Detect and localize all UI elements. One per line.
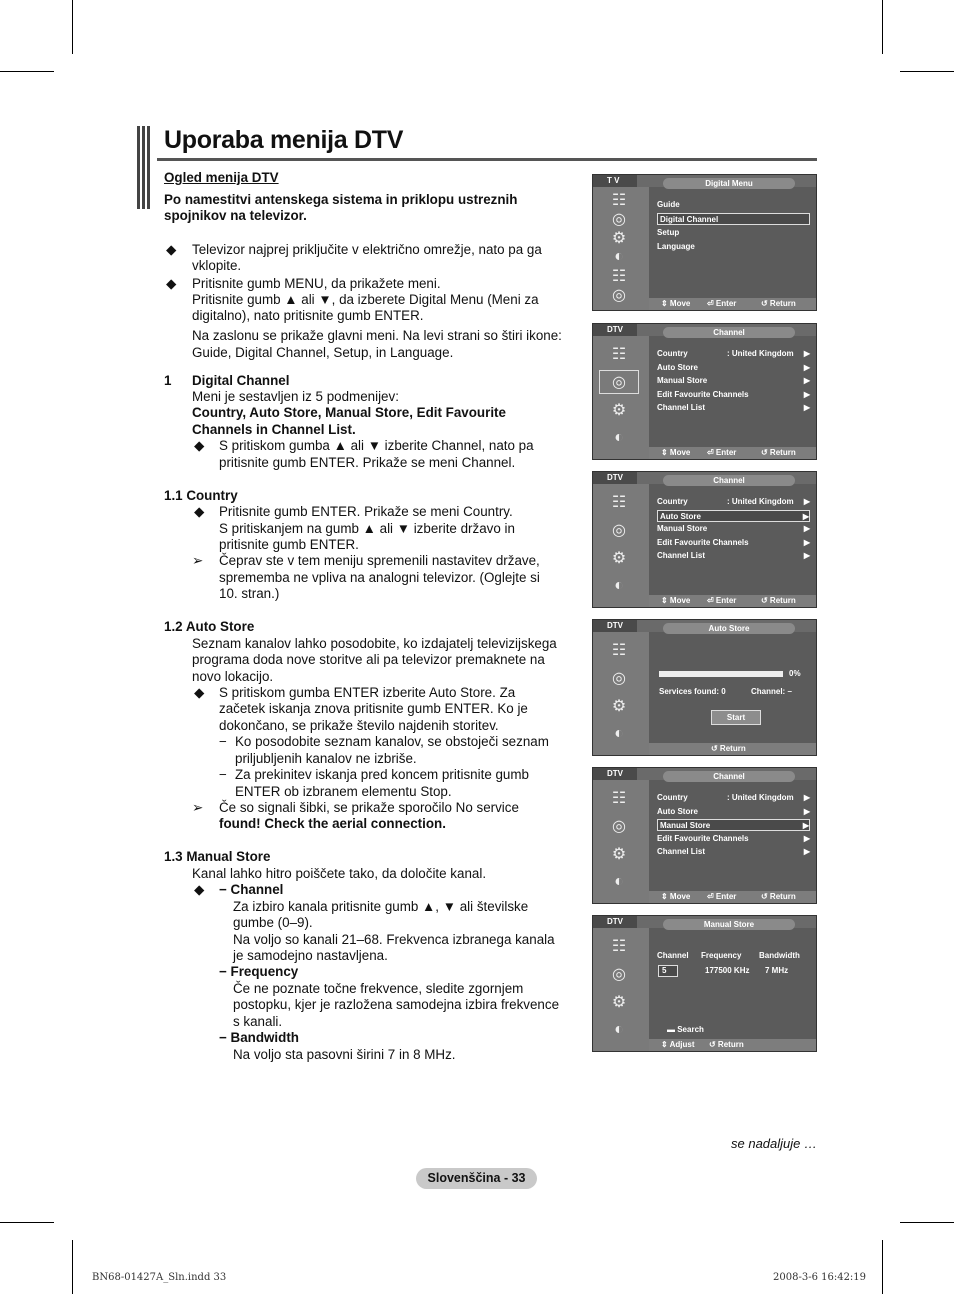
crop-mark (0, 1222, 54, 1223)
screen-tab-label: DTV (593, 472, 637, 484)
menu-icon: ◐ (614, 429, 624, 446)
screen-row-value: : United Kingdom (727, 349, 794, 358)
screen-main-area (649, 928, 816, 1039)
body-line: ◆ (194, 882, 205, 897)
body-line: Kanal lahko hitro poiščete tako, da določite kanal. (192, 866, 487, 881)
screen-row-value: : United Kingdom (727, 497, 794, 506)
screen-header: Channel (663, 475, 795, 486)
chevron-right-icon: ▶ (803, 497, 810, 506)
chevron-right-icon: ▶ (803, 524, 810, 533)
body-line: S pritiskom gumba ENTER izberite Auto Store. Za (219, 685, 516, 700)
page-title-bar (137, 126, 817, 162)
screen-row-label: Channel List (657, 551, 706, 560)
progress-bar (659, 671, 783, 677)
footer-hint-enter: ⏎ Enter (707, 448, 737, 457)
screen-row-label: Edit Favourite Channels (657, 537, 749, 547)
chevron-right-icon: ▶ (803, 551, 810, 560)
body-line: ENTER ob izbranem elementu Stop. (235, 784, 452, 799)
screen-menu-row (657, 550, 810, 562)
screen-header: Digital Menu (663, 178, 795, 189)
frequency-value: 177500 KHz (705, 966, 750, 975)
tv-screen (592, 767, 817, 904)
body-line: pritisnite gumb ENTER. Prikaže se meni Channel. (219, 455, 516, 470)
body-line: − (219, 767, 227, 782)
screen-tab-label: DTV (593, 620, 637, 632)
screen-footer (649, 298, 816, 310)
chevron-right-icon: ▶ (803, 833, 810, 843)
crop-mark (882, 0, 883, 54)
screen-footer (649, 891, 816, 903)
menu-icon: ☷ (611, 938, 627, 955)
body-line: začetek iskanja znova pritisnite gumb ENTER. Ko je (219, 701, 528, 716)
chevron-right-icon: ▶ (802, 511, 809, 521)
screen-sidebar (593, 336, 649, 459)
body-line: Channels in Channel List. (192, 422, 356, 437)
footer-hint-move: ⇕ Move (661, 892, 691, 901)
body-line: novo lokacijo. (192, 669, 274, 684)
body-line: gumbe (0–9). (233, 915, 313, 930)
screen-row-label: Manual Store (657, 524, 708, 533)
screen-menu-row (657, 846, 810, 858)
channel-indicator: Channel: – (751, 687, 792, 696)
footer-hint-return: ↺ Return (761, 892, 796, 901)
continued-note: se nadaljuje … (731, 1136, 817, 1151)
footer-hint-move: ⇕ Move (661, 299, 691, 308)
body-line: Seznam kanalov lahko posodobite, ko izdajatelj televizijskega (192, 636, 557, 651)
body-line: Pritisnite gumb ENTER. Prikaže se meni Country. (219, 504, 513, 519)
screen-sidebar (593, 187, 649, 310)
body-line: ◆ (194, 438, 205, 453)
menu-icon: ⚙ (611, 846, 627, 863)
menu-icon: ◐ (614, 1021, 624, 1038)
body-line: s kanali. (233, 1014, 283, 1029)
screen-menu-row (657, 199, 810, 211)
menu-icon: ◎ (612, 210, 626, 228)
instruction-line: Guide, Digital Channel, Setup, in Language. (192, 345, 454, 360)
body-line: ➢ (192, 553, 204, 568)
screen-row-label: Language (657, 242, 695, 251)
body-line: programa doda nove storitve ali pa televizor premaknete na (192, 652, 545, 667)
body-line: Če ne poznate točne frekvence, sledite zgornjem (233, 981, 524, 996)
body-line: − (219, 734, 227, 749)
intro-line-1: Po namestitvi antenskega sistema in priklopu ustreznih (164, 192, 518, 207)
page-title: Uporaba menija DTV (164, 126, 404, 154)
screen-row-label: Channel List (657, 847, 706, 856)
instruction-line: Na zaslonu se prikaže glavni meni. Na levi strani so štiri ikone: (192, 328, 562, 343)
footer-hint-enter: ⏎ Enter (707, 596, 737, 605)
print-footer-date: 2008-3-6 16:42:19 (773, 1272, 867, 1283)
screen-row-label: Channel List (657, 403, 706, 412)
tv-screen (592, 471, 817, 608)
body-line: ◆ (194, 685, 205, 700)
screen-row-label: Setup (657, 228, 680, 237)
footer-hint-return: ↺ Return (711, 744, 746, 753)
crop-mark (72, 1240, 73, 1294)
body-line: Meni je sestavljen iz 5 podmenijev: (192, 389, 399, 404)
body-line: je samodejno nastavljena. (233, 948, 388, 963)
screen-footer (649, 447, 816, 459)
screen-sidebar (593, 928, 649, 1051)
body-line: Če so signali šibki, se prikaže sporočilo No service (219, 800, 519, 815)
chevron-right-icon: ▶ (803, 349, 810, 358)
screen-row-label: Digital Channel (660, 215, 719, 224)
footer-hint-move: ⇕ Move (661, 596, 691, 605)
screen-menu-row (657, 792, 810, 804)
menu-icon: ◐ (614, 873, 624, 890)
menu-icon: ⚙ (611, 994, 627, 1011)
crop-mark (72, 0, 73, 54)
body-line: S pritiskanjem na gumb ▲ ali ▼ izberite državo in (219, 521, 515, 536)
chevron-right-icon: ▶ (803, 362, 810, 372)
footer-hint-adjust: ⇕ Adjust (661, 1040, 695, 1049)
menu-icon: ⚙ (611, 229, 627, 247)
body-line: Ko posodobite seznam kanalov, se obstoječi seznam (235, 734, 549, 749)
screen-menu-row (657, 833, 810, 845)
body-line: priljubljenih kanalov ne izbriše. (235, 751, 417, 766)
screen-sidebar (593, 780, 649, 903)
body-line: − Bandwidth (219, 1030, 299, 1045)
start-button[interactable]: Start (711, 710, 761, 725)
tv-screen (592, 915, 817, 1052)
screen-menu-row (657, 389, 810, 401)
body-line: Country, Auto Store, Manual Store, Edit Favourite (192, 405, 506, 420)
chevron-right-icon: ▶ (803, 403, 810, 412)
manual-store-column: Bandwidth (759, 951, 800, 960)
screen-tab-label: T V (593, 175, 637, 187)
body-line: − Frequency (219, 964, 299, 979)
screen-row-label: Country (657, 793, 688, 802)
body-line: 1 (164, 373, 172, 388)
screen-menu-row (657, 213, 810, 225)
menu-icon: ☷ (611, 191, 627, 209)
title-stripes-decoration (137, 126, 151, 209)
screen-row-label: Auto Store (660, 511, 701, 521)
body-line: Čeprav ste v tem meniju spremenili nastavitev države, (219, 553, 540, 568)
crop-mark (0, 71, 54, 72)
menu-icon: ◎ (612, 286, 626, 304)
screen-footer (649, 743, 816, 755)
screen-menu-row (657, 402, 810, 414)
screen-row-label: Edit Favourite Channels (657, 833, 749, 843)
screen-footer (649, 1039, 816, 1051)
search-hint: ▬ Search (667, 1025, 704, 1034)
body-line: Za izbiro kanala pritisnite gumb ▲, ▼ ali številske (233, 899, 529, 914)
screen-menu-row (657, 348, 810, 360)
body-line: Za prekinitev iskanja pred koncem pritisnite gumb (235, 767, 529, 782)
body-line: − Channel (219, 882, 284, 897)
screen-header: Auto Store (663, 623, 795, 634)
menu-icon: ◎ (612, 670, 626, 687)
bullet-marker: ◆ (166, 276, 177, 291)
title-rule (157, 158, 817, 161)
tv-screen (592, 323, 817, 460)
chevron-right-icon: ▶ (802, 821, 809, 830)
footer-hint-move: ⇕ Move (661, 448, 691, 457)
manual-store-column: Frequency (701, 951, 742, 960)
footer-hint-return: ↺ Return (709, 1040, 744, 1049)
screen-menu-row (657, 496, 810, 508)
channel-value-field[interactable]: 5 (658, 965, 678, 977)
crop-mark (882, 1240, 883, 1294)
chevron-right-icon: ▶ (803, 847, 810, 856)
manual-store-column: Channel (657, 951, 689, 960)
screen-header: Manual Store (663, 919, 795, 930)
menu-icon: ◐ (614, 725, 624, 742)
screen-row-label: Manual Store (660, 821, 711, 830)
section-heading: Ogled menija DTV (164, 170, 279, 185)
body-line: S pritiskom gumba ▲ ali ▼ izberite Channel, nato pa (219, 438, 534, 453)
screen-menu-row (657, 806, 810, 818)
body-line: 1.2 Auto Store (164, 619, 255, 634)
menu-icon: ◎ (612, 522, 626, 539)
body-line: Na voljo sta pasovni širini 7 in 8 MHz. (233, 1047, 456, 1062)
menu-icon: ⚙ (611, 550, 627, 567)
chevron-right-icon: ▶ (803, 376, 810, 385)
screen-row-value: : United Kingdom (727, 793, 794, 802)
screen-row-label: Edit Favourite Channels (657, 389, 749, 399)
menu-icon: ◎ (599, 370, 639, 394)
screen-row-label: Country (657, 497, 688, 506)
chevron-right-icon: ▶ (803, 793, 810, 802)
footer-hint-return: ↺ Return (761, 299, 796, 308)
screen-menu-row (657, 241, 810, 253)
menu-icon: ☷ (611, 494, 627, 511)
screen-header: Channel (663, 771, 795, 782)
screen-menu-row (657, 537, 810, 549)
body-line: postopku, kjer je razložena samodejna izbira frekvence (233, 997, 560, 1012)
crop-mark (900, 71, 954, 72)
body-line: ➢ (192, 800, 204, 815)
screen-row-label: Manual Store (657, 376, 708, 385)
menu-icon: ⚙ (611, 698, 627, 715)
menu-icon: ☷ (611, 346, 627, 363)
screen-sidebar (593, 484, 649, 607)
menu-icon: ◎ (612, 966, 626, 983)
footer-hint-return: ↺ Return (761, 596, 796, 605)
chevron-right-icon: ▶ (803, 806, 810, 816)
screen-row-label: Auto Store (657, 806, 698, 816)
screen-footer (649, 595, 816, 607)
screen-sidebar (593, 632, 649, 755)
body-line: 1.3 Manual Store (164, 849, 271, 864)
chevron-right-icon: ▶ (803, 389, 810, 399)
menu-icon: ☷ (611, 642, 627, 659)
screen-tab-label: DTV (593, 916, 637, 928)
print-footer-file: BN68-01427A_Sln.indd 33 (92, 1272, 227, 1283)
chevron-right-icon: ▶ (803, 537, 810, 547)
screen-tab-label: DTV (593, 768, 637, 780)
instruction-line: Pritisnite gumb MENU, da prikažete meni. (192, 276, 441, 291)
menu-icon: ◐ (614, 247, 624, 265)
menu-icon: ◎ (612, 818, 626, 835)
menu-icon: ◐ (614, 577, 624, 594)
screen-row-label: Auto Store (657, 362, 698, 372)
body-line: pritisnite gumb ENTER. (219, 537, 359, 552)
page-number-badge: Slovenščina - 33 (416, 1168, 537, 1189)
screen-menu-row (657, 362, 810, 374)
screen-menu-row (657, 227, 810, 239)
tv-screen (592, 619, 817, 756)
menu-icon: ⚙ (611, 402, 627, 419)
screen-row-label: Country (657, 349, 688, 358)
body-line: dokončano, se prikaže število najdenih storitev. (219, 718, 499, 733)
bullet-marker: ◆ (166, 242, 177, 257)
screen-row-label: Guide (657, 200, 680, 209)
screen-menu-row (657, 375, 810, 387)
screen-menu-row (657, 510, 810, 522)
footer-hint-enter: ⏎ Enter (707, 892, 737, 901)
body-line: sprememba ne vpliva na analogni televizor. (Oglejte si (219, 570, 540, 585)
instruction-line: Televizor najprej priključite v električno omrežje, nato pa ga (192, 242, 542, 257)
instruction-line: vklopite. (192, 258, 242, 273)
body-line: 10. stran.) (219, 586, 280, 601)
body-line: 1.1 Country (164, 488, 238, 503)
intro-line-2: spojnikov na televizor. (164, 208, 307, 223)
footer-hint-return: ↺ Return (761, 448, 796, 457)
screen-menu-row (657, 819, 810, 831)
services-found: Services found: 0 (659, 687, 726, 696)
screen-tab-label: DTV (593, 324, 637, 336)
body-line: Na voljo so kanali 21–68. Frekvenca izbranega kanala (233, 932, 555, 947)
screen-header: Channel (663, 327, 795, 338)
body-line: found! Check the aerial connection. (219, 816, 446, 831)
body-line: ◆ (194, 504, 205, 519)
bandwidth-value: 7 MHz (765, 966, 789, 975)
progress-percent: 0% (789, 669, 801, 678)
screen-menu-row (657, 523, 810, 535)
tv-screen (592, 174, 817, 311)
body-line: Digital Channel (192, 373, 290, 388)
instruction-line: Pritisnite gumb ▲ ali ▼, da izberete Digital Menu (Meni za (192, 292, 539, 307)
footer-hint-enter: ⏎ Enter (707, 299, 737, 308)
crop-mark (900, 1222, 954, 1223)
menu-icon: ☷ (611, 267, 627, 285)
menu-icon: ☷ (611, 790, 627, 807)
instruction-line: digitalno), nato pritisnite gumb ENTER. (192, 308, 424, 323)
